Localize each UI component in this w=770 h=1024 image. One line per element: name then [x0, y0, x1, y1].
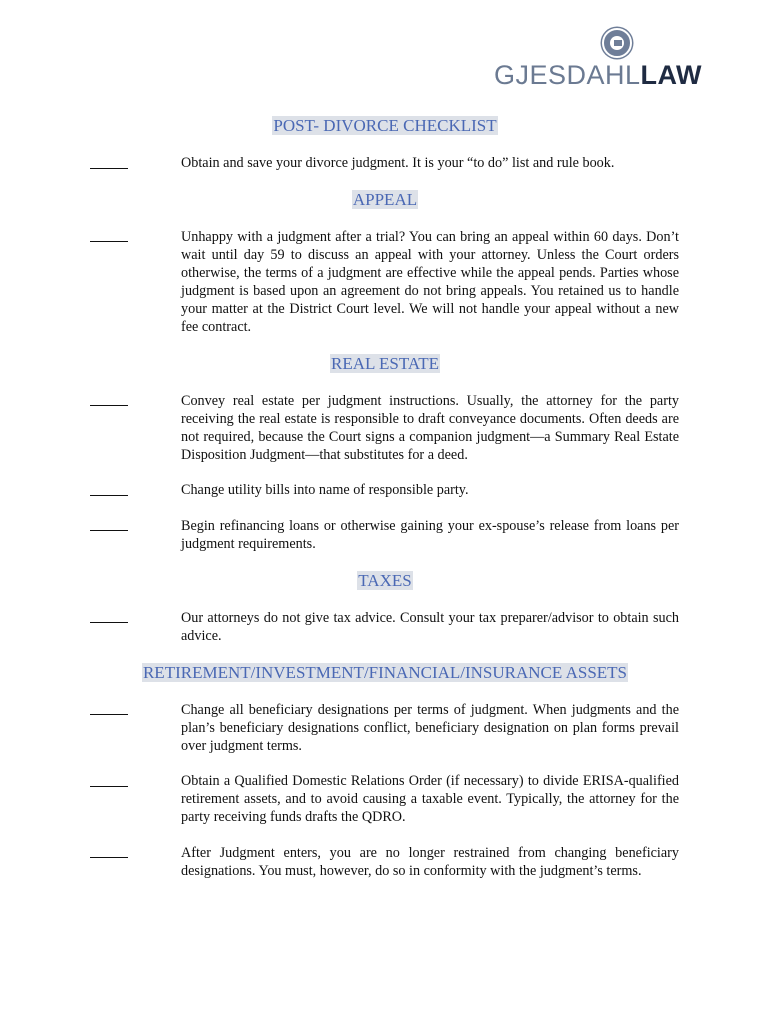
section-heading-retirement: RETIREMENT/INVESTMENT/FINANCIAL/INSURANCE ASSETS	[142, 663, 628, 682]
checklist-item-text: Begin refinancing loans or otherwise gaining your ex-spouse’s release from loans per judgment requirements.	[181, 518, 679, 552]
section-heading-real-estate: REAL ESTATE	[330, 354, 440, 373]
checkbox-line	[90, 405, 128, 406]
checkbox-line	[90, 495, 128, 496]
checkbox-line	[90, 530, 128, 531]
checkbox-line	[90, 786, 128, 787]
checkbox-line	[90, 714, 128, 715]
section-heading-appeal: APPEAL	[352, 190, 418, 209]
checklist-item-text: Our attorneys do not give tax advice. Consult your tax preparer/advisor to obtain such advice.	[181, 610, 679, 644]
checklist-item-text: After Judgment enters, you are no longer restrained from changing beneficiary designations. You must, however, do so in conformity with the judgment’s terms.	[181, 845, 679, 879]
checklist-item-text: Change utility bills into name of responsible party.	[181, 482, 469, 498]
checkbox-line	[90, 857, 128, 858]
checklist-item-text: Convey real estate per judgment instructions. Usually, the attorney for the party receiving the real estate is responsible to draft conveyance documents. Often deeds are not required, because the Court signs a companion judgment—a Summary Real Estate Disposition Judgment—that substitutes for a deed.	[181, 393, 679, 463]
checkbox-line	[90, 168, 128, 169]
section-heading-taxes: TAXES	[358, 571, 412, 590]
logo-text-bold: LAW	[640, 60, 703, 90]
checkbox-line	[90, 241, 128, 242]
checklist-item-text: Obtain and save your divorce judgment. It is your “to do” list and rule book.	[181, 155, 615, 171]
logo-text-light: GJESDAHL	[494, 60, 641, 90]
checklist-item-text: Obtain a Qualified Domestic Relations Order (if necessary) to divide ERISA-qualified retirement assets, and to avoid causing a taxable event. Typically, the attorney for the party receiving funds drafts the QDRO.	[181, 773, 679, 825]
company-logo	[494, 28, 703, 92]
g-circle-icon	[602, 28, 632, 58]
checklist-item-text: Change all beneficiary designations per terms of judgment. When judgments and the plan’s beneficiary designations conflict, beneficiary designation on plan forms prevail over judgment terms.	[181, 702, 679, 754]
checkbox-line	[90, 622, 128, 623]
logo-text	[494, 60, 702, 90]
page-title: POST- DIVORCE CHECKLIST	[273, 116, 497, 135]
checklist-item-text: Unhappy with a judgment after a trial? You can bring an appeal within 60 days. Don’t wait until day 59 to discuss an appeal with your attorney. Unless the Court orders otherwise, the terms of a judgment are effective while the appeal pends. Parties whose judgment is based upon an agreement do not bring appeals. You retained us to handle your matter at the District Court level. We will not handle your appeal without a new fee contract.	[181, 229, 679, 335]
